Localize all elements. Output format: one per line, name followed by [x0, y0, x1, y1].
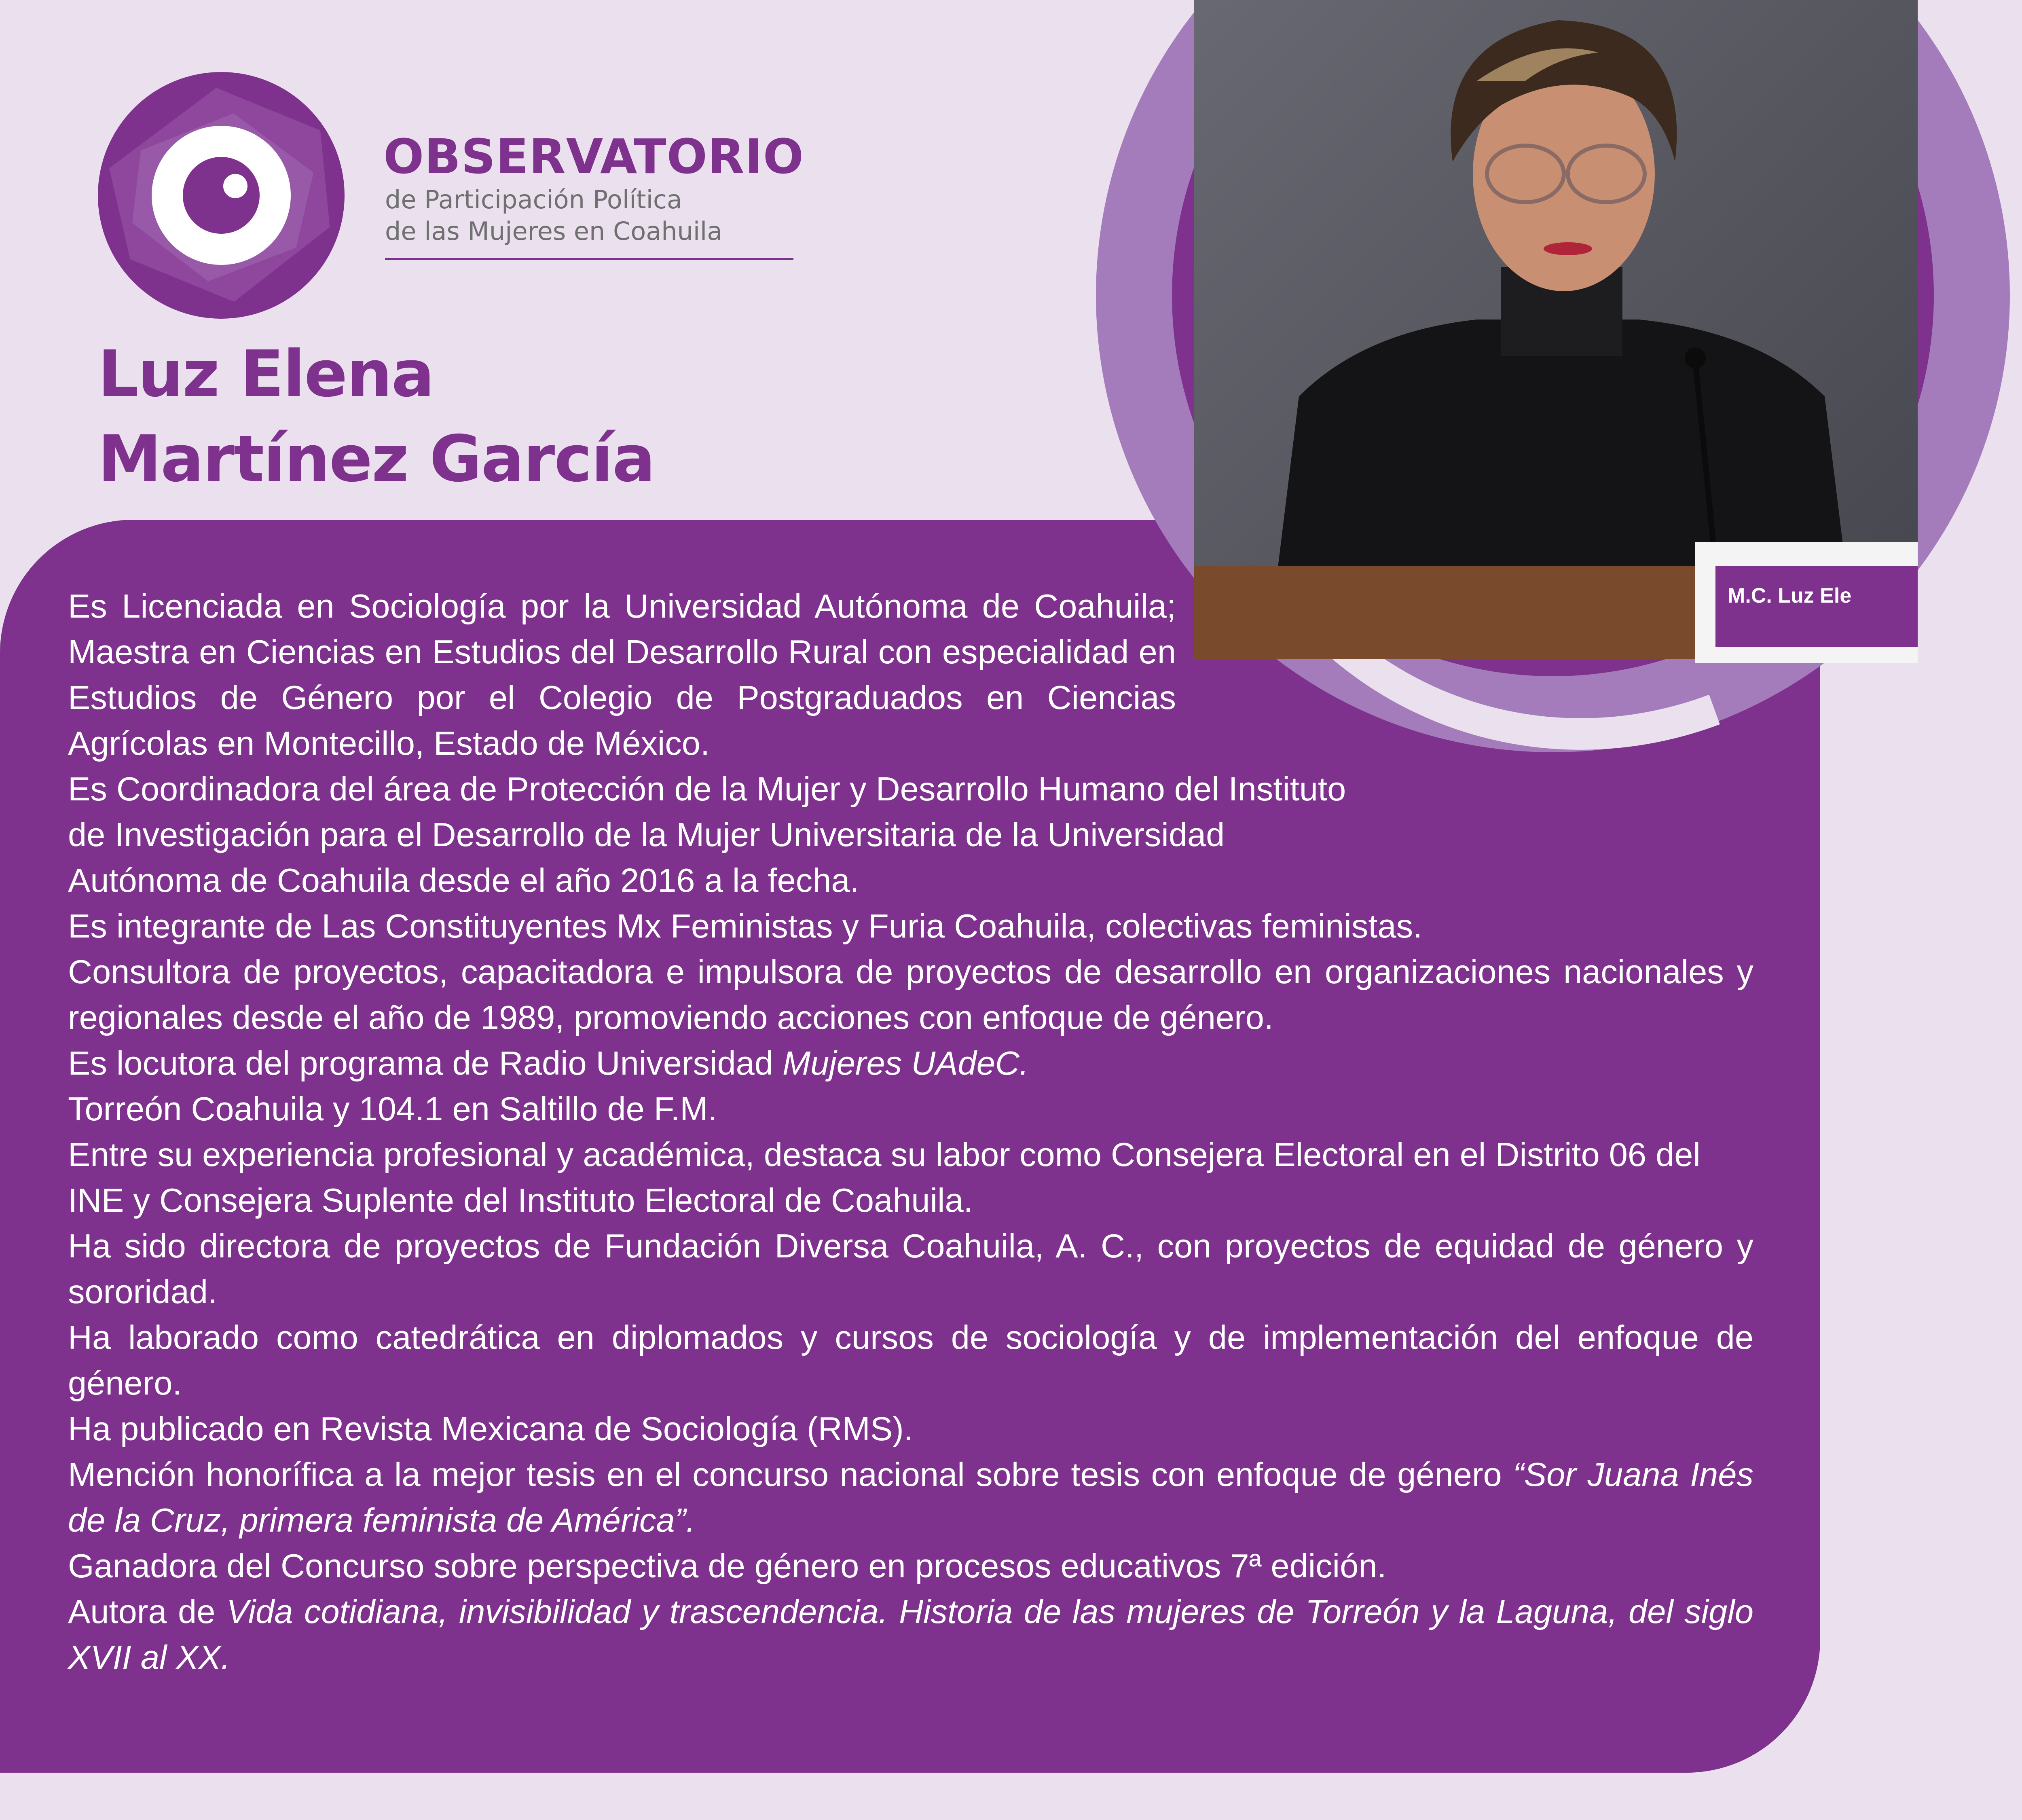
- name-line1: Luz Elena: [98, 337, 434, 411]
- brand-subtitle-line1: de Participación Política: [385, 185, 682, 214]
- bio-radio-program: Mujeres UAdeC.: [783, 1044, 1029, 1082]
- bio-radio-location: Torreón Coahuila y 104.1 en Saltillo de F.M.: [68, 1090, 717, 1128]
- bio-radio: [68, 1040, 1753, 1086]
- bio-author: [68, 1589, 1753, 1680]
- brand-divider: [385, 258, 793, 260]
- biography: [68, 583, 1753, 1680]
- bio-radio-text: Es locutora del programa de Radio Universidad: [68, 1044, 783, 1082]
- bio-author-book: Vida cotidiana, invisibilidad y trascendencia. Historia de las mujeres de Torreón y la Laguna, del siglo XVII al XX.: [68, 1593, 1754, 1676]
- nameplate-text: M.C. Luz Ele: [1728, 584, 1852, 607]
- bio-consultant: Consultora de proyectos, capacitadora e impulsora de proyectos de desarrollo en organizaciones nacionales y regionales desde el año de 1989, promoviendo acciones con enfoque de género.: [68, 953, 1753, 1036]
- bio-education: Es Licenciada en Sociología por la Universidad Autónoma de Coahuila; Maestra en Ciencias en Estudios del Desarrollo Rural con especialidad en Estudios de Género por el Colegio de Postgraduados en Ciencias Agrícolas en Montecillo, Estado de México.: [68, 587, 1176, 762]
- person-name: [98, 332, 655, 502]
- bio-teacher: Ha laborado como catedrática en diplomados y cursos de sociología y de implementación del enfoque de género.: [68, 1318, 1753, 1402]
- bio-honor: [68, 1452, 1753, 1543]
- name-line2: Martínez García: [98, 422, 655, 496]
- bio-honor-text: Mención honorífica a la mejor tesis en el concurso nacional sobre tesis con enfoque de género: [68, 1456, 1513, 1493]
- bio-honor-thesis: “Sor Juana Inés de la Cruz, primera feminista de América”.: [68, 1456, 1753, 1539]
- bio-publication: Ha publicado en Revista Mexicana de Sociología (RMS).: [68, 1410, 913, 1448]
- observatorio-eye-logo: [98, 72, 345, 319]
- bio-coordinator: Es Coordinadora del área de Protección de la Mujer y Desarrollo Humano del Instituto de Investigación para el Desarrollo de la Mujer Universitaria de la Universidad Autónoma de Coahuila desde el año 2016 a la fecha.: [68, 770, 1346, 899]
- bio-director: Ha sido directora de proyectos de Fundación Diversa Coahuila, A. C., con proyectos de equidad de género y sororidad.: [68, 1227, 1753, 1310]
- bio-experience: Entre su experiencia profesional y académica, destaca su labor como Consejera Electoral en el Distrito 06 del INE y Consejera Suplente del Instituto Electoral de Coahuila.: [68, 1136, 1701, 1219]
- brand-subtitle: [385, 184, 722, 247]
- portrait-illustration: [1194, 0, 1918, 659]
- portrait-photo: [1194, 0, 1918, 659]
- bio-author-text: Autora de: [68, 1593, 226, 1630]
- brand-title: OBSERVATORIO: [383, 129, 804, 184]
- bio-award: Ganadora del Concurso sobre perspectiva de género en procesos educativos 7ª edición.: [68, 1547, 1387, 1585]
- brand-subtitle-line2: de las Mujeres en Coahuila: [385, 216, 723, 246]
- bio-member: Es integrante de Las Constituyentes Mx Feministas y Furia Coahuila, colectivas feministas.: [68, 907, 1423, 945]
